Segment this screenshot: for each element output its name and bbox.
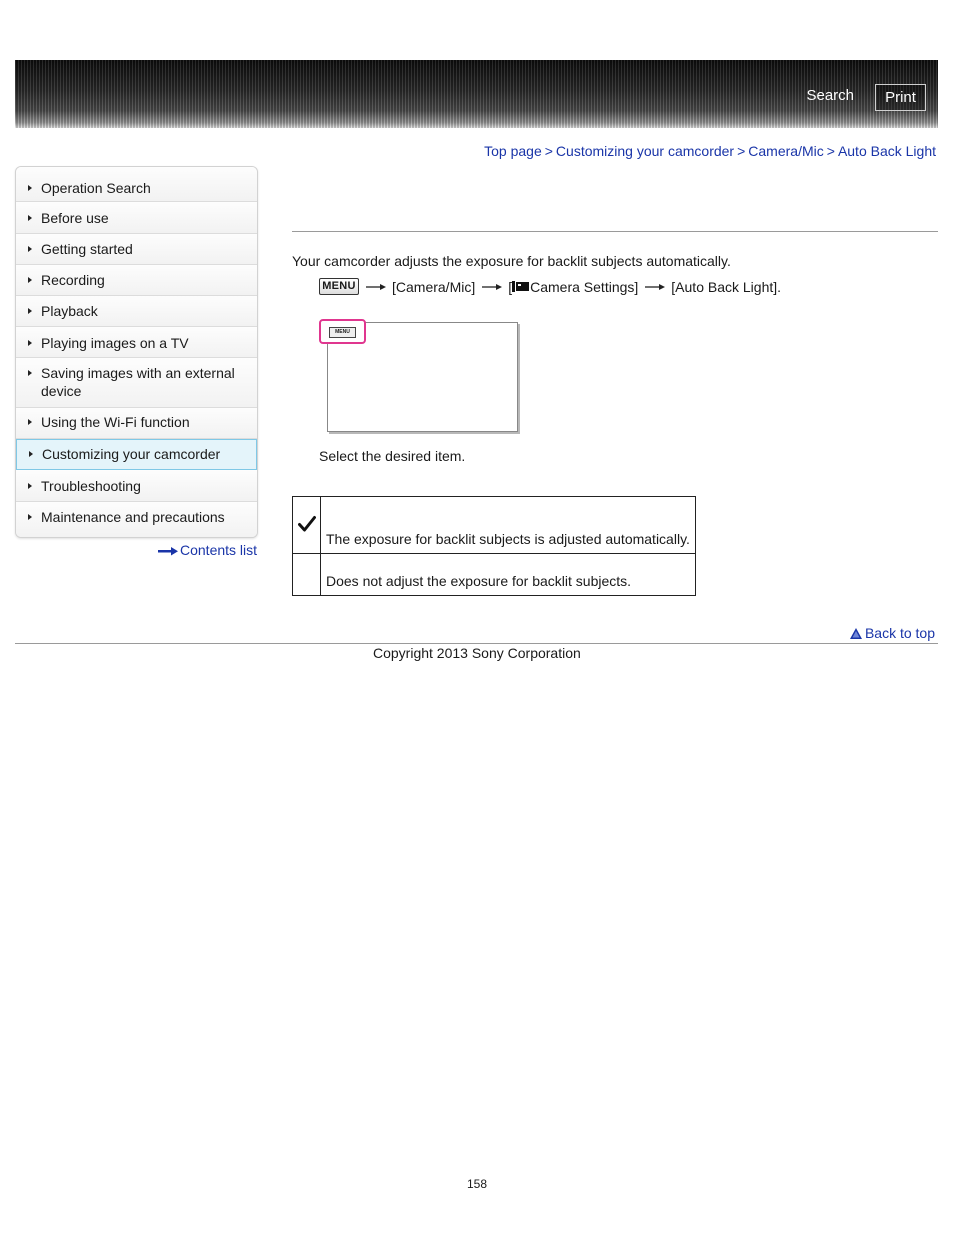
arrow-right-icon <box>28 246 32 252</box>
option-description: The exposure for backlit subjects is adjusted automatically. <box>321 497 696 554</box>
contents-list-label: Contents list <box>180 542 258 558</box>
screen-menu-button: MENU <box>329 327 356 338</box>
sidebar-item-troubleshooting[interactable] <box>16 470 257 502</box>
sidebar-item-playback[interactable] <box>16 296 257 327</box>
sidebar-item-label: Maintenance and precautions <box>41 509 225 525</box>
menu-button-icon: MENU <box>319 278 359 295</box>
sidebar-item-playing-images-tv[interactable] <box>16 327 257 358</box>
sidebar-item-wifi[interactable] <box>16 408 257 439</box>
table-row <box>293 554 696 596</box>
sidebar-item-maintenance[interactable] <box>16 502 257 538</box>
breadcrumb-top-page[interactable]: Top page <box>484 143 542 159</box>
check-icon <box>298 515 316 533</box>
search-link[interactable]: Search <box>806 87 854 104</box>
title-divider <box>292 231 938 232</box>
arrow-right-icon <box>28 308 32 314</box>
sidebar-item-label: Saving images with an external device <box>41 365 235 399</box>
arrow-right-icon <box>28 215 32 221</box>
arrow-right-icon <box>366 282 386 292</box>
arrow-right-icon <box>28 277 32 283</box>
table-row <box>293 497 696 554</box>
path-step-camera-mic: [Camera/Mic] <box>392 278 476 295</box>
option-icon-cell <box>293 497 321 554</box>
path-step-camera-settings: Camera Settings] <box>530 278 639 295</box>
path-step-bracket: [ <box>508 278 513 295</box>
arrow-right-icon <box>28 419 32 425</box>
breadcrumb <box>484 143 936 159</box>
header-bar <box>15 60 938 128</box>
back-to-top-link[interactable] <box>850 625 935 641</box>
sidebar-item-label: Playback <box>41 303 98 319</box>
triangle-up-icon <box>850 628 862 639</box>
sidebar-item-recording[interactable] <box>16 265 257 296</box>
copyright-text: Copyright 2013 Sony Corporation <box>373 645 581 661</box>
contents-list-link[interactable] <box>158 542 257 558</box>
menu-path <box>319 278 781 295</box>
print-button[interactable]: Print <box>875 84 926 111</box>
arrow-right-icon <box>28 483 32 489</box>
breadcrumb-separator: > <box>544 143 553 159</box>
sidebar-item-label: Before use <box>41 210 109 226</box>
select-instruction: Select the desired item. <box>319 448 466 464</box>
arrow-right-icon <box>28 514 32 520</box>
arrow-right-icon <box>482 282 502 292</box>
arrow-right-icon <box>29 451 33 457</box>
sidebar-item-label: Troubleshooting <box>41 478 141 494</box>
sidebar-item-getting-started[interactable] <box>16 234 257 265</box>
arrow-right-icon <box>28 370 32 376</box>
sidebar-item-label: Recording <box>41 272 105 288</box>
arrow-right-icon <box>645 282 665 292</box>
sidebar <box>15 166 258 538</box>
arrow-right-icon <box>158 546 178 556</box>
footer-divider <box>15 643 938 644</box>
arrow-right-icon <box>28 340 32 346</box>
camera-icon <box>512 281 529 292</box>
option-description: Does not adjust the exposure for backlit subjects. <box>321 554 696 596</box>
page-number: 158 <box>466 1177 488 1191</box>
sidebar-item-label: Using the Wi-Fi function <box>41 414 190 430</box>
sidebar-item-operation-search[interactable] <box>16 167 257 202</box>
breadcrumb-camera-mic[interactable]: Camera/Mic <box>748 143 824 159</box>
arrow-right-icon <box>28 185 32 191</box>
breadcrumb-separator: > <box>737 143 746 159</box>
sidebar-item-label: Operation Search <box>41 180 151 196</box>
sidebar-item-label: Playing images on a TV <box>41 335 189 351</box>
intro-text: Your camcorder adjusts the exposure for backlit subjects automatically. <box>292 253 731 269</box>
menu-highlight <box>319 319 366 344</box>
sidebar-item-label: Customizing your camcorder <box>42 446 221 462</box>
breadcrumb-customizing[interactable]: Customizing your camcorder <box>555 143 735 159</box>
sidebar-item-customizing[interactable] <box>16 439 257 470</box>
options-table <box>292 496 696 596</box>
back-to-top-label: Back to top <box>864 625 935 641</box>
breadcrumb-separator: > <box>826 143 835 159</box>
sidebar-item-saving-images[interactable] <box>16 358 257 408</box>
sidebar-item-before-use[interactable] <box>16 202 257 234</box>
sidebar-item-label: Getting started <box>41 241 133 257</box>
option-icon-cell <box>293 554 321 596</box>
path-step-auto-back-light: [Auto Back Light]. <box>671 278 782 295</box>
breadcrumb-auto-back-light[interactable]: Auto Back Light <box>837 143 936 159</box>
